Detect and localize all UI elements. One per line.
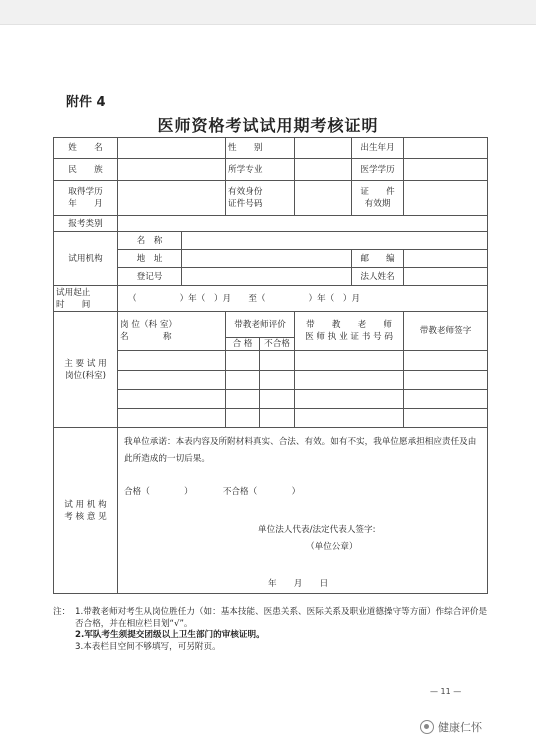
cell-sign[interactable] xyxy=(404,371,488,390)
label-main-post-line2: 岗位(科室) xyxy=(64,370,107,381)
label-trial-period-line1: 试用起止 xyxy=(56,287,91,298)
header-mentor-cert-line1: 带 教 老 师 xyxy=(306,320,393,330)
label-main-post xyxy=(54,312,118,428)
label-review-line2: 考 核 意 见 xyxy=(64,511,107,522)
field-trial-period[interactable]: （ ）年（ ）月 至（ ）年（ ）月 xyxy=(118,286,488,312)
cell-pass[interactable] xyxy=(226,409,260,428)
cell-post[interactable] xyxy=(118,390,226,409)
label-birth: 出生年月 xyxy=(352,138,404,159)
field-org-address[interactable] xyxy=(182,250,352,268)
cell-pass[interactable] xyxy=(226,371,260,390)
page-title: 医师资格考试试用期考核证明 xyxy=(157,116,379,135)
label-degree-date-line1: 取得学历 xyxy=(68,187,103,197)
field-id[interactable] xyxy=(295,181,352,216)
label-org-name: 名 称 xyxy=(118,232,182,250)
label-review xyxy=(54,428,118,594)
field-postcode[interactable] xyxy=(404,250,488,268)
table-row xyxy=(54,371,488,390)
cell-fail[interactable] xyxy=(260,390,295,409)
label-gender: 性 别 xyxy=(226,138,295,159)
annex-label: 附件 4 xyxy=(66,95,106,110)
note-3: 3.本表栏目空间不够填写，可另附页。 xyxy=(75,641,221,652)
label-trial-period xyxy=(54,286,118,312)
field-gender[interactable] xyxy=(295,138,352,159)
label-validity-line2: 有效期 xyxy=(364,199,391,209)
notes-label: 注： xyxy=(53,607,71,617)
header-pass: 合 格 xyxy=(226,338,260,351)
field-degree-date[interactable] xyxy=(118,181,226,216)
label-id-line1: 有效身份 xyxy=(228,187,263,197)
note-1: 1.带教老师对考生从岗位胜任力（如：基本技能、医患关系、医际关系及职业道德操守等方面）作综合评价是否合格，并在相应栏目划“√”。 xyxy=(75,607,488,629)
header-mentor-cert xyxy=(295,312,404,351)
label-postcode: 邮 编 xyxy=(352,250,404,268)
label-degree-date-line2: 年 月 xyxy=(68,199,103,209)
cell-cert[interactable] xyxy=(295,351,404,371)
header-mentor-sign: 带教老师签字 xyxy=(404,312,488,351)
table-row xyxy=(54,409,488,428)
exam-form-table xyxy=(53,137,488,594)
label-trial-org: 试用机构 xyxy=(54,232,118,286)
label-reg-no: 登记号 xyxy=(118,268,182,286)
label-degree: 医学学历 xyxy=(352,159,404,181)
field-major[interactable] xyxy=(295,159,352,181)
cell-sign[interactable] xyxy=(404,351,488,371)
header-mentor-eval: 带教老师评价 xyxy=(226,312,295,338)
label-major: 所学专业 xyxy=(226,159,295,181)
field-reg-no[interactable] xyxy=(182,268,352,286)
label-ethnicity: 民 族 xyxy=(54,159,118,181)
legal-sign-label: 单位法人代表/法定代表人签字: xyxy=(258,525,376,535)
page-number: — 11 — xyxy=(430,687,462,696)
header-mentor-cert-line2: 医 师 执 业 证 书 号 码 xyxy=(305,332,393,342)
field-validity[interactable] xyxy=(404,181,488,216)
header-fail: 不合格 xyxy=(260,338,295,351)
label-org-address: 地 址 xyxy=(118,250,182,268)
top-bar xyxy=(0,0,536,25)
cell-sign[interactable] xyxy=(404,409,488,428)
pledge-text: 我单位承诺：本表内容及所附材料真实、合法、有效。如有不实，我单位愿承担相应责任及由此所造成的一切后果。 xyxy=(124,437,477,464)
field-legal-name[interactable] xyxy=(404,268,488,286)
cell-pass[interactable] xyxy=(226,351,260,371)
notes xyxy=(53,607,493,653)
cell-cert[interactable] xyxy=(295,371,404,390)
label-id xyxy=(226,181,295,216)
field-birth[interactable] xyxy=(404,138,488,159)
date-label: 年 月 日 xyxy=(268,579,329,589)
header-post-name xyxy=(118,312,226,351)
header-post-name-line1: 岗 位（科 室） xyxy=(120,320,178,330)
cell-post[interactable] xyxy=(118,409,226,428)
header-post-name-line2: 名 称 xyxy=(120,332,172,342)
wechat-logo-icon xyxy=(420,720,434,734)
field-degree[interactable] xyxy=(404,159,488,181)
field-org-name[interactable] xyxy=(182,232,488,250)
label-validity-line1: 证 件 xyxy=(360,187,395,197)
label-legal-name: 法人姓名 xyxy=(352,268,404,286)
cell-fail[interactable] xyxy=(260,351,295,371)
table-row xyxy=(54,390,488,409)
cell-cert[interactable] xyxy=(295,390,404,409)
watermark-text: 健康仁怀 xyxy=(438,721,482,734)
label-validity xyxy=(352,181,404,216)
cell-post[interactable] xyxy=(118,351,226,371)
field-name[interactable] xyxy=(118,138,226,159)
note-2: 2.军队考生须提交团级以上卫生部门的审核证明。 xyxy=(75,630,265,640)
cell-fail[interactable] xyxy=(260,409,295,428)
result-field[interactable]: 合格（ ） 不合格（ ） xyxy=(124,487,301,497)
label-review-line1: 试 用 机 构 xyxy=(64,499,107,510)
cell-sign[interactable] xyxy=(404,390,488,409)
label-id-line2: 证件号码 xyxy=(228,199,263,209)
label-main-post-line1: 主 要 试 用 xyxy=(64,358,107,369)
table-row xyxy=(54,351,488,371)
label-trial-period-line2: 时 间 xyxy=(56,299,91,310)
label-exam-category: 报考类别 xyxy=(54,216,118,232)
watermark xyxy=(420,719,482,735)
label-name: 姓 名 xyxy=(54,138,118,159)
field-exam-category[interactable] xyxy=(118,216,488,232)
label-degree-date xyxy=(54,181,118,216)
cell-pass[interactable] xyxy=(226,390,260,409)
field-ethnicity[interactable] xyxy=(118,159,226,181)
seal-label: （单位公章） xyxy=(306,542,358,552)
cell-post[interactable] xyxy=(118,371,226,390)
review-box xyxy=(118,428,488,594)
cell-cert[interactable] xyxy=(295,409,404,428)
cell-fail[interactable] xyxy=(260,371,295,390)
